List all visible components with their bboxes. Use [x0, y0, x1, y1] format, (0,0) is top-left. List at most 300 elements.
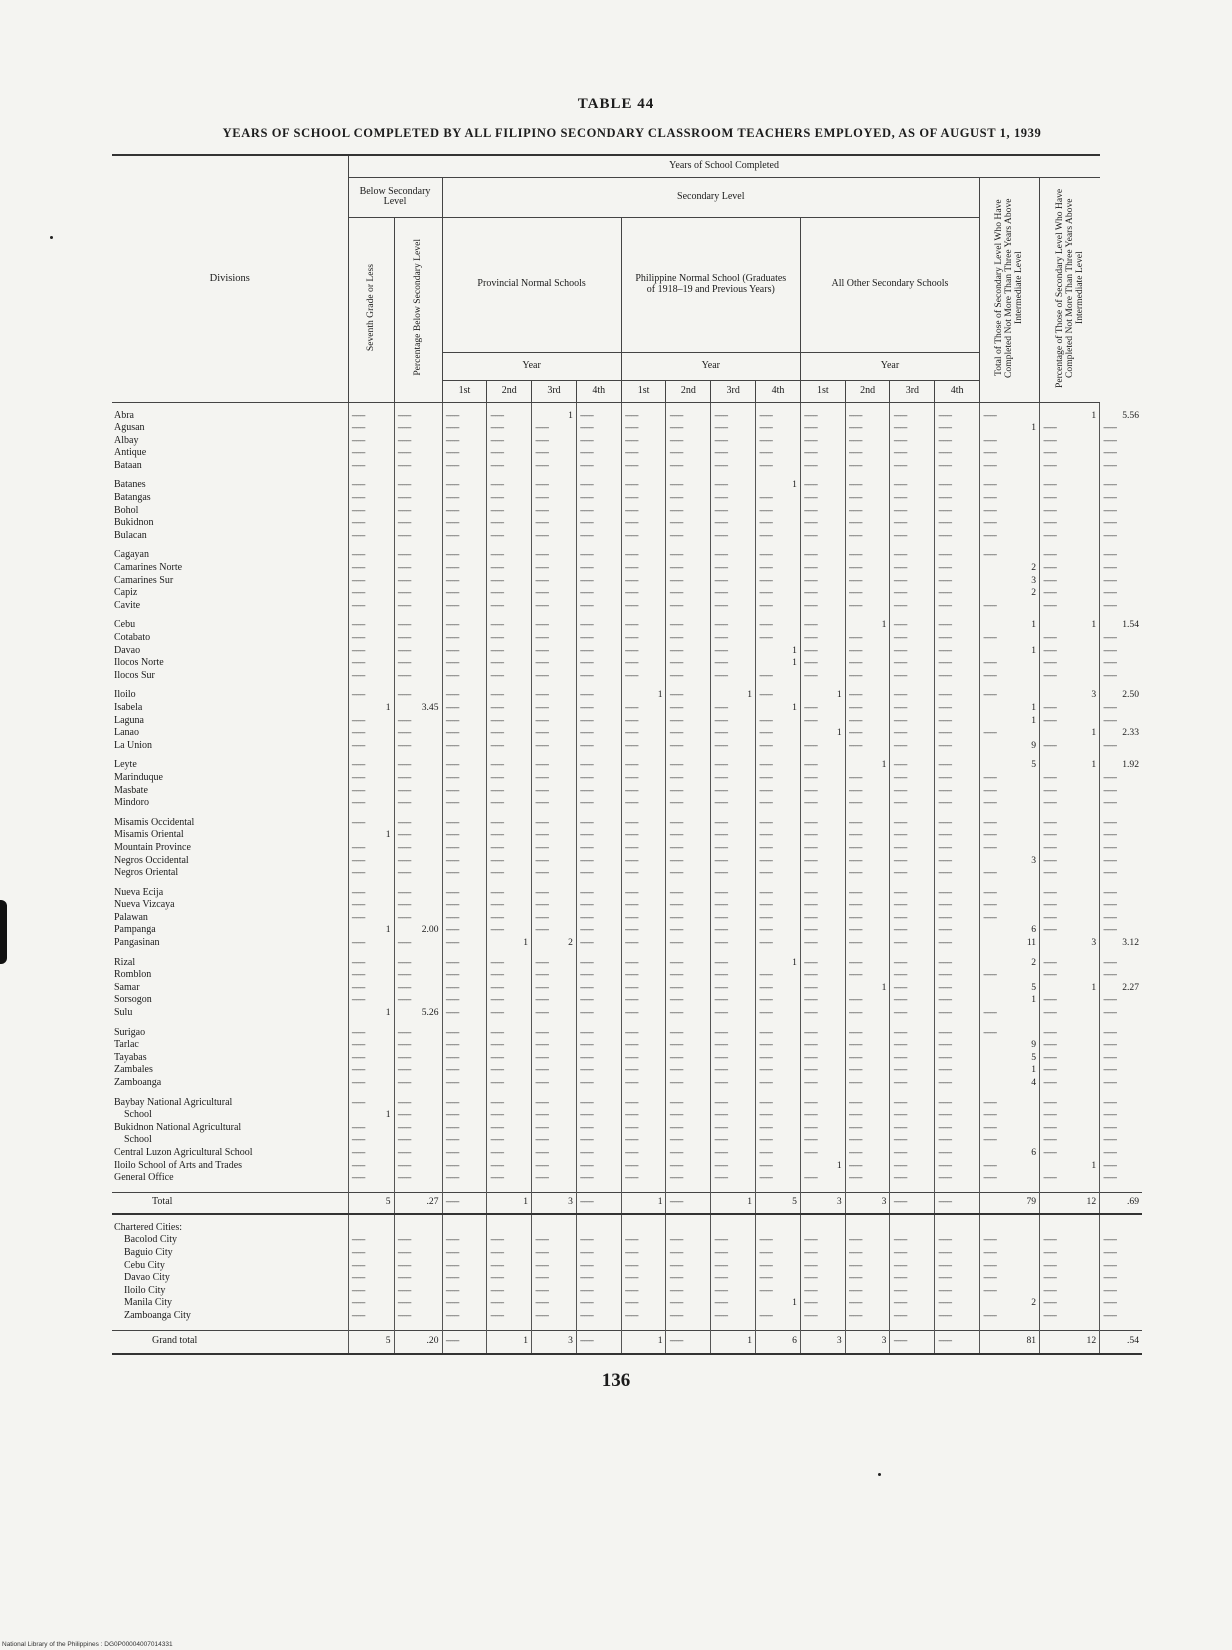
division-name: Baybay National Agricultural: [114, 1096, 233, 1108]
empty-cell: ------: [756, 1052, 801, 1065]
empty-cell: ------: [442, 410, 487, 423]
empty-cell: ------: [935, 1285, 980, 1298]
empty-cell: ------: [711, 1039, 756, 1052]
empty-cell: ------: [1100, 1064, 1142, 1077]
table-row: [112, 887, 1142, 900]
cell-value: 6: [756, 1330, 801, 1354]
cell-value: 2.27: [1100, 982, 1142, 995]
empty-cell: ------: [442, 759, 487, 772]
empty-cell: ------: [800, 422, 845, 435]
divisions-header: Divisions: [112, 155, 348, 402]
empty-cell: ------: [394, 855, 442, 868]
empty-cell: ------: [1100, 797, 1142, 810]
empty-cell: ------: [845, 842, 890, 855]
empty-cell: ------: [1040, 817, 1100, 830]
empty-cell: ------: [1040, 924, 1100, 937]
empty-cell: ------: [1100, 1077, 1142, 1090]
table-row: [112, 1027, 1142, 1040]
empty-cell: ------: [935, 855, 980, 868]
empty-cell: ------: [935, 1064, 980, 1077]
empty-cell: ------: [1040, 1147, 1100, 1160]
empty-cell: ------: [711, 632, 756, 645]
empty-cell: ------: [890, 715, 935, 728]
below-secondary-header: Below Secondary Level: [348, 177, 442, 217]
empty-cell: ------: [980, 549, 1040, 562]
division-name: Bacolod City: [124, 1234, 178, 1246]
empty-cell: ------: [394, 887, 442, 900]
empty-cell: ------: [348, 1160, 394, 1173]
empty-cell: ------: [845, 740, 890, 753]
table-row: [112, 994, 1142, 1007]
spacer-row: [112, 1020, 1142, 1027]
empty-cell: ------: [1040, 657, 1100, 670]
empty-cell: ------: [711, 1007, 756, 1020]
empty-cell: ------: [935, 422, 980, 435]
division-name: Davao City: [124, 1272, 170, 1284]
empty-cell: ------: [800, 670, 845, 683]
cell-value: 1: [487, 1330, 532, 1354]
empty-cell: ------: [348, 619, 394, 632]
empty-cell: ------: [487, 702, 532, 715]
empty-cell: ------: [1100, 957, 1142, 970]
empty-cell: ------: [666, 715, 711, 728]
division-name: Cebu City: [124, 1259, 165, 1271]
empty-cell: ------: [348, 772, 394, 785]
division-name: School: [124, 1134, 152, 1146]
empty-cell: ------: [845, 1077, 890, 1090]
empty-cell: ------: [442, 887, 487, 900]
empty-cell: ------: [845, 994, 890, 1007]
empty-cell: ------: [442, 1027, 487, 1040]
empty-cell: ------: [442, 924, 487, 937]
year-col-header: 1st: [442, 380, 487, 402]
empty-cell: ------: [666, 1272, 711, 1285]
empty-cell: ------: [621, 1147, 666, 1160]
empty-cell: ------: [348, 410, 394, 423]
table-row: [112, 1192, 1142, 1214]
empty-cell: ------: [935, 759, 980, 772]
empty-cell: ------: [800, 632, 845, 645]
empty-cell: ------: [1040, 1272, 1100, 1285]
cell-value: 1: [980, 422, 1040, 435]
division-name: Grand total: [112, 1330, 348, 1354]
empty-cell: ------: [394, 1260, 442, 1273]
empty-cell: ------: [1040, 1234, 1100, 1247]
empty-cell: ------: [487, 740, 532, 753]
empty-cell: ------: [487, 1147, 532, 1160]
empty-cell: ------: [980, 772, 1040, 785]
empty-cell: ------: [487, 842, 532, 855]
division-name: Total: [112, 1192, 348, 1214]
empty-cell: ------: [1100, 1272, 1142, 1285]
empty-cell: ------: [621, 1247, 666, 1260]
empty-cell: ------: [621, 842, 666, 855]
empty-cell: ------: [394, 715, 442, 728]
empty-cell: ------: [890, 1260, 935, 1273]
empty-cell: ------: [890, 562, 935, 575]
empty-cell: ------: [890, 855, 935, 868]
empty-cell: ------: [487, 1234, 532, 1247]
empty-cell: ------: [756, 1172, 801, 1185]
empty-cell: ------: [394, 1122, 442, 1135]
empty-cell: ------: [576, 1097, 621, 1110]
empty-cell: ------: [1040, 492, 1100, 505]
table-row: [112, 689, 1142, 702]
empty-cell: ------: [800, 517, 845, 530]
empty-cell: ------: [621, 1310, 666, 1323]
empty-cell: ------: [800, 505, 845, 518]
empty-cell: ------: [576, 587, 621, 600]
division-name: Agusan: [114, 422, 145, 434]
empty-cell: ------: [845, 937, 890, 950]
empty-cell: ------: [621, 410, 666, 423]
division-name: Bukidnon: [114, 517, 154, 529]
cell-value: 1: [756, 1297, 801, 1310]
empty-cell: ------: [890, 1134, 935, 1147]
empty-cell: ------: [845, 1272, 890, 1285]
division-name: Bukidnon National Agricultural: [114, 1121, 242, 1133]
cell-value: 1: [1040, 982, 1100, 995]
cell-value: 12: [1040, 1192, 1100, 1214]
empty-cell: ------: [1100, 657, 1142, 670]
empty-cell: ------: [711, 759, 756, 772]
cell-value: 1: [845, 759, 890, 772]
empty-cell: ------: [1100, 1297, 1142, 1310]
empty-cell: ------: [711, 1064, 756, 1077]
empty-cell: ------: [532, 702, 577, 715]
empty-cell: ------: [532, 867, 577, 880]
empty-cell: ------: [756, 1160, 801, 1173]
empty-cell: ------: [487, 435, 532, 448]
table-row: [112, 657, 1142, 670]
empty-cell: ------: [935, 575, 980, 588]
table-row: [112, 785, 1142, 798]
empty-cell: ------: [935, 619, 980, 632]
cell-value: 79: [980, 1192, 1040, 1214]
empty-cell: ------: [348, 785, 394, 798]
empty-cell: ------: [532, 1077, 577, 1090]
empty-cell: ------: [845, 1260, 890, 1273]
cell-value: 2: [980, 587, 1040, 600]
empty-cell: ------: [576, 1285, 621, 1298]
empty-cell: ------: [1040, 1285, 1100, 1298]
empty-cell: ------: [1040, 530, 1100, 543]
binding-shadow: [0, 900, 7, 964]
empty-cell: ------: [980, 727, 1040, 740]
empty-cell: ------: [1040, 912, 1100, 925]
division-name: Zamboanga City: [124, 1309, 191, 1321]
empty-cell: ------: [980, 505, 1040, 518]
cell-value: 1: [756, 957, 801, 970]
empty-cell: ------: [711, 1247, 756, 1260]
empty-cell: ------: [845, 1052, 890, 1065]
empty-cell: ------: [1040, 422, 1100, 435]
empty-cell: ------: [935, 549, 980, 562]
empty-cell: ------: [532, 855, 577, 868]
cell-value: 3: [845, 1192, 890, 1214]
cell-value: 6: [980, 1147, 1040, 1160]
empty-cell: ------: [890, 587, 935, 600]
empty-cell: ------: [666, 460, 711, 473]
empty-cell: ------: [1100, 1147, 1142, 1160]
empty-cell: ------: [576, 447, 621, 460]
empty-cell: ------: [442, 575, 487, 588]
empty-cell: ------: [756, 1027, 801, 1040]
cell-value: 5: [756, 1192, 801, 1214]
division-name: Isabela: [114, 701, 143, 713]
empty-cell: ------: [621, 530, 666, 543]
division-name: Tarlac: [114, 1039, 139, 1051]
empty-cell: ------: [666, 1134, 711, 1147]
empty-cell: ------: [800, 829, 845, 842]
empty-cell: ------: [711, 957, 756, 970]
empty-cell: ------: [621, 422, 666, 435]
empty-cell: ------: [756, 410, 801, 423]
empty-cell: ------: [621, 645, 666, 658]
cell-value: 1: [348, 702, 394, 715]
empty-cell: ------: [890, 689, 935, 702]
empty-cell: ------: [442, 1077, 487, 1090]
division-name: Bulacan: [114, 529, 147, 541]
empty-cell: ------: [980, 1122, 1040, 1135]
empty-cell: ------: [666, 1064, 711, 1077]
year-col-header: 4th: [756, 380, 801, 402]
empty-cell: ------: [935, 435, 980, 448]
empty-cell: ------: [1100, 887, 1142, 900]
empty-cell: ------: [621, 632, 666, 645]
empty-cell: ------: [711, 1122, 756, 1135]
empty-cell: ------: [711, 1147, 756, 1160]
empty-cell: ------: [487, 1122, 532, 1135]
empty-cell: ------: [532, 619, 577, 632]
empty-cell: ------: [756, 969, 801, 982]
cell-value: 2: [532, 937, 577, 950]
empty-cell: ------: [666, 842, 711, 855]
empty-cell: ------: [935, 740, 980, 753]
empty-cell: ------: [756, 670, 801, 683]
empty-cell: ------: [532, 1039, 577, 1052]
empty-cell: ------: [935, 1192, 980, 1214]
empty-cell: ------: [1040, 1109, 1100, 1122]
table-row: [112, 937, 1142, 950]
empty-cell: ------: [1040, 1122, 1100, 1135]
empty-cell: ------: [711, 479, 756, 492]
empty-cell: ------: [348, 994, 394, 1007]
empty-cell: ------: [576, 1192, 621, 1214]
division-name: Negros Occidental: [114, 854, 189, 866]
empty-cell: ------: [980, 1007, 1040, 1020]
empty-cell: ------: [800, 657, 845, 670]
empty-cell: ------: [980, 785, 1040, 798]
division-name: Pangasinan: [114, 937, 160, 949]
empty-cell: ------: [442, 1052, 487, 1065]
empty-cell: ------: [800, 562, 845, 575]
empty-cell: ------: [1100, 785, 1142, 798]
cell-value: 3: [1040, 937, 1100, 950]
empty-cell: ------: [532, 632, 577, 645]
empty-cell: ------: [621, 867, 666, 880]
empty-cell: ------: [935, 937, 980, 950]
empty-cell: ------: [980, 912, 1040, 925]
cell-value: 2: [980, 1297, 1040, 1310]
empty-cell: ------: [532, 887, 577, 900]
empty-cell: ------: [348, 759, 394, 772]
empty-cell: ------: [532, 460, 577, 473]
empty-cell: ------: [890, 1310, 935, 1323]
empty-cell: ------: [800, 759, 845, 772]
division-name: Palawan: [114, 911, 148, 923]
empty-cell: ------: [845, 1247, 890, 1260]
cell-value: 1: [800, 1160, 845, 1173]
empty-cell: ------: [711, 937, 756, 950]
empty-cell: ------: [1100, 740, 1142, 753]
cell-value: 1: [348, 829, 394, 842]
cell-value: 1: [711, 1330, 756, 1354]
empty-cell: ------: [442, 829, 487, 842]
empty-cell: ------: [348, 1122, 394, 1135]
empty-cell: ------: [935, 1310, 980, 1323]
empty-cell: ------: [756, 632, 801, 645]
empty-cell: ------: [394, 1160, 442, 1173]
empty-cell: ------: [532, 1272, 577, 1285]
empty-cell: ------: [487, 1247, 532, 1260]
empty-cell: ------: [666, 479, 711, 492]
empty-cell: ------: [576, 715, 621, 728]
empty-cell: ------: [1040, 797, 1100, 810]
empty-cell: ------: [800, 785, 845, 798]
empty-cell: ------: [1100, 1007, 1142, 1020]
table-row: [112, 1310, 1142, 1323]
empty-cell: ------: [666, 785, 711, 798]
table-row: [112, 1077, 1142, 1090]
empty-cell: ------: [394, 670, 442, 683]
empty-cell: ------: [487, 887, 532, 900]
empty-cell: ------: [890, 1172, 935, 1185]
empty-cell: ------: [666, 740, 711, 753]
empty-cell: ------: [394, 785, 442, 798]
table-row: [112, 1260, 1142, 1273]
empty-cell: ------: [348, 817, 394, 830]
empty-cell: ------: [800, 575, 845, 588]
empty-cell: ------: [711, 829, 756, 842]
years-completed-header: Years of School Completed: [348, 155, 1100, 177]
empty-cell: ------: [890, 1285, 935, 1298]
division-name: Batangas: [114, 492, 151, 504]
empty-cell: ------: [394, 1052, 442, 1065]
empty-cell: ------: [845, 422, 890, 435]
cell-value: 12: [1040, 1330, 1100, 1354]
empty-cell: ------: [845, 1285, 890, 1298]
spacer-row: [112, 752, 1142, 759]
empty-cell: ------: [935, 899, 980, 912]
empty-cell: ------: [890, 1007, 935, 1020]
empty-cell: ------: [1100, 505, 1142, 518]
empty-cell: ------: [487, 924, 532, 937]
division-name: Albay: [114, 434, 139, 446]
empty-cell: ------: [487, 1007, 532, 1020]
empty-cell: ------: [442, 1039, 487, 1052]
empty-cell: ------: [532, 772, 577, 785]
empty-cell: ------: [711, 772, 756, 785]
empty-cell: ------: [1040, 600, 1100, 613]
empty-cell: ------: [845, 600, 890, 613]
empty-cell: ------: [845, 1234, 890, 1247]
empty-cell: ------: [890, 957, 935, 970]
empty-cell: ------: [394, 505, 442, 518]
cell-value: .20: [394, 1330, 442, 1354]
empty-cell: ------: [442, 562, 487, 575]
spacer-row: [112, 950, 1142, 957]
empty-cell: ------: [621, 619, 666, 632]
empty-cell: ------: [890, 772, 935, 785]
empty-cell: ------: [935, 1297, 980, 1310]
empty-cell: ------: [576, 1147, 621, 1160]
empty-cell: ------: [935, 587, 980, 600]
table-row: [112, 530, 1142, 543]
empty-cell: ------: [756, 689, 801, 702]
empty-cell: ------: [576, 994, 621, 1007]
empty-cell: ------: [532, 759, 577, 772]
empty-cell: ------: [621, 1297, 666, 1310]
empty-cell: ------: [935, 994, 980, 1007]
table-row: [112, 1172, 1142, 1185]
empty-cell: ------: [487, 1027, 532, 1040]
empty-cell: ------: [532, 600, 577, 613]
cell-value: 1: [1040, 619, 1100, 632]
empty-cell: ------: [394, 447, 442, 460]
empty-cell: ------: [711, 410, 756, 423]
empty-cell: ------: [711, 670, 756, 683]
empty-cell: ------: [1100, 1172, 1142, 1185]
empty-cell: ------: [935, 982, 980, 995]
empty-cell: ------: [666, 855, 711, 868]
empty-cell: ------: [800, 817, 845, 830]
empty-cell: ------: [394, 460, 442, 473]
empty-cell: ------: [442, 1147, 487, 1160]
empty-cell: ------: [666, 937, 711, 950]
empty-cell: ------: [890, 517, 935, 530]
empty-cell: ------: [1040, 994, 1100, 1007]
empty-cell: ------: [1040, 855, 1100, 868]
empty-cell: ------: [666, 797, 711, 810]
empty-cell: ------: [890, 1109, 935, 1122]
cell-value: 1: [756, 702, 801, 715]
empty-cell: ------: [756, 460, 801, 473]
empty-cell: ------: [442, 645, 487, 658]
cell-value: 1: [487, 1192, 532, 1214]
empty-cell: ------: [756, 1147, 801, 1160]
table-row: [112, 562, 1142, 575]
empty-cell: ------: [711, 1097, 756, 1110]
table-row: [112, 1330, 1142, 1354]
empty-cell: ------: [935, 1039, 980, 1052]
empty-cell: ------: [487, 969, 532, 982]
empty-cell: ------: [756, 982, 801, 995]
empty-cell: ------: [800, 1172, 845, 1185]
empty-cell: ------: [800, 1097, 845, 1110]
empty-cell: ------: [935, 887, 980, 900]
empty-cell: ------: [576, 1310, 621, 1323]
empty-cell: ------: [935, 829, 980, 842]
empty-cell: ------: [394, 912, 442, 925]
empty-cell: ------: [1040, 887, 1100, 900]
cell-value: .69: [1100, 1192, 1142, 1214]
empty-cell: ------: [487, 1160, 532, 1173]
empty-cell: ------: [394, 657, 442, 670]
empty-cell: ------: [394, 994, 442, 1007]
empty-cell: ------: [576, 575, 621, 588]
empty-cell: ------: [890, 969, 935, 982]
